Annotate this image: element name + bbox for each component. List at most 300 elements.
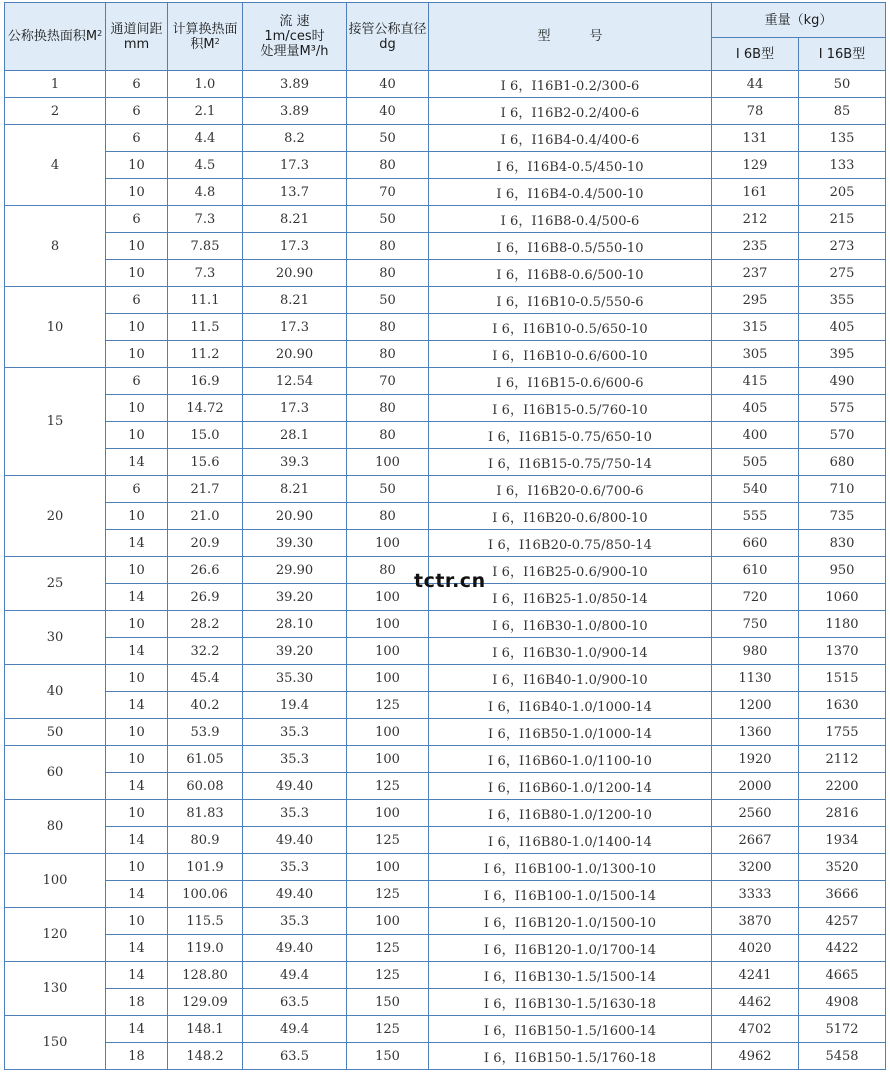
cell-weight-16b: 273: [799, 233, 886, 260]
table-row: [5, 476, 886, 503]
cell-calc-area: 11.1: [168, 287, 243, 314]
cell-channel-gap: 10: [106, 503, 168, 530]
cell-flow: 8.21: [243, 287, 347, 314]
cell-weight-6b: 212: [712, 206, 799, 233]
cell-pipe-dia: 100: [347, 746, 429, 773]
cell-model: Ⅰ 6，Ⅰ16B20-0.6/800-10: [429, 503, 712, 530]
cell-model: Ⅰ 6，Ⅰ16B8-0.5/550-10: [429, 233, 712, 260]
header-flow: 流 速 1m/ces时 处理量M³/h: [243, 3, 347, 71]
table-row: [5, 881, 886, 908]
cell-channel-gap: 10: [106, 422, 168, 449]
header-nominal-area: 公称换热面积$M^2$: [5, 3, 106, 71]
cell-model: Ⅰ 6，Ⅰ16B30-1.0/800-10: [429, 611, 712, 638]
cell-flow: 39.30: [243, 530, 347, 557]
table-row: [5, 611, 886, 638]
cell-calc-area: 1.0: [168, 71, 243, 98]
cell-model: Ⅰ 6，Ⅰ16B80-1.0/1200-10: [429, 800, 712, 827]
cell-flow: 49.40: [243, 773, 347, 800]
cell-flow: 35.3: [243, 800, 347, 827]
cell-pipe-dia: 80: [347, 152, 429, 179]
table-row: [5, 71, 886, 98]
cell-weight-16b: 2112: [799, 746, 886, 773]
table-row: [5, 260, 886, 287]
cell-pipe-dia: 50: [347, 476, 429, 503]
cell-pipe-dia: 125: [347, 692, 429, 719]
cell-weight-6b: 3333: [712, 881, 799, 908]
cell-flow: 17.3: [243, 152, 347, 179]
table-row: [5, 287, 886, 314]
cell-weight-6b: 78: [712, 98, 799, 125]
cell-nominal-area: 120: [5, 908, 106, 962]
cell-weight-6b: 610: [712, 557, 799, 584]
cell-channel-gap: 18: [106, 1043, 168, 1070]
cell-weight-16b: 4665: [799, 962, 886, 989]
cell-flow: 63.5: [243, 1043, 347, 1070]
cell-model: Ⅰ 6，Ⅰ16B1-0.2/300-6: [429, 71, 712, 98]
cell-model: Ⅰ 6，Ⅰ16B25-0.6/900-10: [429, 557, 712, 584]
cell-channel-gap: 14: [106, 584, 168, 611]
cell-weight-6b: 2000: [712, 773, 799, 800]
table-row: [5, 314, 886, 341]
cell-calc-area: 28.2: [168, 611, 243, 638]
cell-nominal-area: 40: [5, 665, 106, 719]
cell-weight-6b: 235: [712, 233, 799, 260]
table-row: [5, 1043, 886, 1070]
cell-channel-gap: 6: [106, 71, 168, 98]
table-row: [5, 665, 886, 692]
cell-channel-gap: 10: [106, 908, 168, 935]
cell-model: Ⅰ 6，Ⅰ16B40-1.0/900-10: [429, 665, 712, 692]
cell-pipe-dia: 80: [347, 233, 429, 260]
cell-flow: 63.5: [243, 989, 347, 1016]
cell-model: Ⅰ 6，Ⅰ16B150-1.5/1760-18: [429, 1043, 712, 1070]
cell-flow: 13.7: [243, 179, 347, 206]
cell-flow: 49.40: [243, 935, 347, 962]
cell-weight-6b: 540: [712, 476, 799, 503]
cell-model: Ⅰ 6，Ⅰ16B30-1.0/900-14: [429, 638, 712, 665]
cell-calc-area: 7.3: [168, 260, 243, 287]
cell-channel-gap: 14: [106, 692, 168, 719]
cell-calc-area: 16.9: [168, 368, 243, 395]
cell-calc-area: 81.83: [168, 800, 243, 827]
cell-channel-gap: 14: [106, 881, 168, 908]
cell-nominal-area: 10: [5, 287, 106, 368]
table-row: [5, 503, 886, 530]
table-row: [5, 908, 886, 935]
cell-weight-16b: 4908: [799, 989, 886, 1016]
cell-flow: 8.2: [243, 125, 347, 152]
cell-channel-gap: 6: [106, 206, 168, 233]
cell-pipe-dia: 70: [347, 179, 429, 206]
cell-weight-16b: 2200: [799, 773, 886, 800]
table-row: [5, 638, 886, 665]
cell-model: Ⅰ 6，Ⅰ16B130-1.5/1630-18: [429, 989, 712, 1016]
table-row: [5, 152, 886, 179]
cell-model: Ⅰ 6，Ⅰ16B60-1.0/1100-10: [429, 746, 712, 773]
cell-weight-6b: 2667: [712, 827, 799, 854]
cell-weight-16b: 133: [799, 152, 886, 179]
cell-channel-gap: 14: [106, 935, 168, 962]
cell-pipe-dia: 100: [347, 665, 429, 692]
cell-weight-6b: 2560: [712, 800, 799, 827]
cell-channel-gap: 18: [106, 989, 168, 1016]
cell-weight-16b: 85: [799, 98, 886, 125]
cell-nominal-area: 15: [5, 368, 106, 476]
cell-channel-gap: 10: [106, 800, 168, 827]
cell-flow: 35.3: [243, 908, 347, 935]
cell-calc-area: 21.0: [168, 503, 243, 530]
cell-nominal-area: 100: [5, 854, 106, 908]
cell-channel-gap: 6: [106, 125, 168, 152]
cell-model: Ⅰ 6，Ⅰ16B120-1.0/1500-10: [429, 908, 712, 935]
cell-model: Ⅰ 6，Ⅰ16B80-1.0/1400-14: [429, 827, 712, 854]
table-row: [5, 233, 886, 260]
cell-nominal-area: 30: [5, 611, 106, 665]
cell-model: Ⅰ 6，Ⅰ16B15-0.75/750-14: [429, 449, 712, 476]
cell-flow: 49.4: [243, 962, 347, 989]
header-weight: 重量（kg）: [712, 3, 886, 38]
cell-flow: 35.3: [243, 854, 347, 881]
cell-channel-gap: 6: [106, 287, 168, 314]
cell-channel-gap: 10: [106, 314, 168, 341]
cell-pipe-dia: 40: [347, 71, 429, 98]
cell-weight-16b: 1630: [799, 692, 886, 719]
cell-model: Ⅰ 6，Ⅰ16B40-1.0/1000-14: [429, 692, 712, 719]
table-row: [5, 395, 886, 422]
spec-table: [4, 2, 886, 1070]
cell-weight-16b: 3666: [799, 881, 886, 908]
cell-weight-16b: 135: [799, 125, 886, 152]
cell-model: Ⅰ 6，Ⅰ16B4-0.4/500-10: [429, 179, 712, 206]
cell-weight-16b: 3520: [799, 854, 886, 881]
table-row: [5, 206, 886, 233]
table-row: [5, 719, 886, 746]
watermark: tctr.cn: [414, 570, 486, 592]
cell-model: Ⅰ 6，Ⅰ16B60-1.0/1200-14: [429, 773, 712, 800]
cell-weight-6b: 400: [712, 422, 799, 449]
cell-weight-6b: 415: [712, 368, 799, 395]
cell-weight-16b: 405: [799, 314, 886, 341]
cell-nominal-area: 25: [5, 557, 106, 611]
cell-weight-6b: 129: [712, 152, 799, 179]
cell-weight-6b: 295: [712, 287, 799, 314]
table-row: [5, 98, 886, 125]
cell-pipe-dia: 50: [347, 125, 429, 152]
cell-pipe-dia: 80: [347, 260, 429, 287]
cell-pipe-dia: 125: [347, 881, 429, 908]
cell-pipe-dia: 80: [347, 395, 429, 422]
cell-flow: 39.20: [243, 584, 347, 611]
cell-channel-gap: 14: [106, 638, 168, 665]
cell-calc-area: 101.9: [168, 854, 243, 881]
cell-model: Ⅰ 6，Ⅰ16B15-0.75/650-10: [429, 422, 712, 449]
cell-model: Ⅰ 6，Ⅰ16B100-1.0/1300-10: [429, 854, 712, 881]
cell-flow: 8.21: [243, 206, 347, 233]
cell-nominal-area: 130: [5, 962, 106, 1016]
cell-nominal-area: 2: [5, 98, 106, 125]
cell-pipe-dia: 40: [347, 98, 429, 125]
cell-nominal-area: 150: [5, 1016, 106, 1070]
cell-weight-6b: 750: [712, 611, 799, 638]
cell-weight-6b: 505: [712, 449, 799, 476]
table-header: [5, 3, 886, 71]
cell-pipe-dia: 125: [347, 773, 429, 800]
cell-weight-6b: 4702: [712, 1016, 799, 1043]
cell-weight-16b: 355: [799, 287, 886, 314]
cell-weight-6b: 405: [712, 395, 799, 422]
header-weight-16b: Ⅰ 16B型: [799, 38, 886, 71]
cell-calc-area: 11.2: [168, 341, 243, 368]
cell-weight-16b: 395: [799, 341, 886, 368]
cell-pipe-dia: 50: [347, 287, 429, 314]
cell-weight-6b: 1920: [712, 746, 799, 773]
cell-flow: 28.10: [243, 611, 347, 638]
cell-nominal-area: 50: [5, 719, 106, 746]
cell-calc-area: 53.9: [168, 719, 243, 746]
cell-flow: 8.21: [243, 476, 347, 503]
cell-weight-6b: 315: [712, 314, 799, 341]
cell-flow: 20.90: [243, 260, 347, 287]
cell-flow: 17.3: [243, 314, 347, 341]
cell-pipe-dia: 80: [347, 314, 429, 341]
cell-channel-gap: 10: [106, 395, 168, 422]
cell-model: Ⅰ 6，Ⅰ16B120-1.0/1700-14: [429, 935, 712, 962]
cell-model: Ⅰ 6，Ⅰ16B100-1.0/1500-14: [429, 881, 712, 908]
cell-flow: 49.40: [243, 827, 347, 854]
cell-channel-gap: 14: [106, 773, 168, 800]
cell-calc-area: 45.4: [168, 665, 243, 692]
cell-calc-area: 26.9: [168, 584, 243, 611]
cell-nominal-area: 60: [5, 746, 106, 800]
cell-pipe-dia: 100: [347, 800, 429, 827]
cell-model: Ⅰ 6，Ⅰ16B25-1.0/850-14: [429, 584, 712, 611]
cell-flow: 49.4: [243, 1016, 347, 1043]
table-row: [5, 530, 886, 557]
cell-calc-area: 129.09: [168, 989, 243, 1016]
header-pipe-dia: 接管公称直径dg: [347, 3, 429, 71]
table-row: [5, 800, 886, 827]
cell-flow: 20.90: [243, 341, 347, 368]
cell-model: Ⅰ 6，Ⅰ16B10-0.5/550-6: [429, 287, 712, 314]
cell-pipe-dia: 50: [347, 206, 429, 233]
cell-channel-gap: 6: [106, 368, 168, 395]
cell-channel-gap: 10: [106, 341, 168, 368]
cell-nominal-area: 80: [5, 800, 106, 854]
cell-model: Ⅰ 6，Ⅰ16B10-0.6/600-10: [429, 341, 712, 368]
cell-model: Ⅰ 6，Ⅰ16B15-0.6/600-6: [429, 368, 712, 395]
cell-weight-6b: 720: [712, 584, 799, 611]
cell-weight-16b: 1370: [799, 638, 886, 665]
cell-calc-area: 4.5: [168, 152, 243, 179]
cell-weight-6b: 555: [712, 503, 799, 530]
cell-flow: 28.1: [243, 422, 347, 449]
table-row: [5, 962, 886, 989]
cell-flow: 12.54: [243, 368, 347, 395]
cell-weight-16b: 680: [799, 449, 886, 476]
cell-channel-gap: 10: [106, 746, 168, 773]
cell-channel-gap: 10: [106, 179, 168, 206]
cell-model: Ⅰ 6，Ⅰ16B150-1.5/1600-14: [429, 1016, 712, 1043]
cell-weight-16b: 950: [799, 557, 886, 584]
cell-model: Ⅰ 6，Ⅰ16B20-0.6/700-6: [429, 476, 712, 503]
cell-channel-gap: 10: [106, 233, 168, 260]
cell-calc-area: 32.2: [168, 638, 243, 665]
table-row: [5, 179, 886, 206]
cell-model: Ⅰ 6，Ⅰ16B4-0.5/450-10: [429, 152, 712, 179]
table-row: [5, 341, 886, 368]
cell-weight-16b: 735: [799, 503, 886, 530]
cell-weight-16b: 490: [799, 368, 886, 395]
cell-channel-gap: 10: [106, 611, 168, 638]
cell-flow: 20.90: [243, 503, 347, 530]
cell-pipe-dia: 125: [347, 935, 429, 962]
cell-pipe-dia: 80: [347, 503, 429, 530]
cell-pipe-dia: 100: [347, 530, 429, 557]
cell-weight-6b: 1200: [712, 692, 799, 719]
cell-pipe-dia: 70: [347, 368, 429, 395]
cell-calc-area: 14.72: [168, 395, 243, 422]
cell-model: Ⅰ 6，Ⅰ16B20-0.75/850-14: [429, 530, 712, 557]
cell-flow: 19.4: [243, 692, 347, 719]
table-row: [5, 989, 886, 1016]
table-row: [5, 773, 886, 800]
table-row: [5, 692, 886, 719]
cell-pipe-dia: 100: [347, 611, 429, 638]
cell-weight-6b: 1360: [712, 719, 799, 746]
cell-calc-area: 40.2: [168, 692, 243, 719]
table-row: [5, 449, 886, 476]
table-row: [5, 125, 886, 152]
cell-weight-6b: 1130: [712, 665, 799, 692]
cell-pipe-dia: 100: [347, 584, 429, 611]
cell-weight-6b: 237: [712, 260, 799, 287]
cell-pipe-dia: 80: [347, 422, 429, 449]
header-calc-area: 计算换热面积$M^2$: [168, 3, 243, 71]
table-row: [5, 854, 886, 881]
cell-calc-area: 60.08: [168, 773, 243, 800]
cell-flow: 35.30: [243, 665, 347, 692]
cell-channel-gap: 14: [106, 962, 168, 989]
cell-flow: 35.3: [243, 719, 347, 746]
cell-weight-6b: 3200: [712, 854, 799, 881]
cell-calc-area: 61.05: [168, 746, 243, 773]
cell-channel-gap: 14: [106, 1016, 168, 1043]
cell-weight-16b: 5458: [799, 1043, 886, 1070]
cell-calc-area: 80.9: [168, 827, 243, 854]
cell-pipe-dia: 125: [347, 962, 429, 989]
header-weight-6b: Ⅰ 6B型: [712, 38, 799, 71]
cell-flow: 17.3: [243, 395, 347, 422]
header-channel-gap: 通道间距mm: [106, 3, 168, 71]
cell-weight-6b: 3870: [712, 908, 799, 935]
cell-calc-area: 2.1: [168, 98, 243, 125]
cell-pipe-dia: 150: [347, 1043, 429, 1070]
cell-pipe-dia: 100: [347, 638, 429, 665]
cell-weight-6b: 161: [712, 179, 799, 206]
cell-calc-area: 4.4: [168, 125, 243, 152]
cell-calc-area: 20.9: [168, 530, 243, 557]
cell-channel-gap: 6: [106, 476, 168, 503]
cell-weight-16b: 710: [799, 476, 886, 503]
cell-flow: 39.3: [243, 449, 347, 476]
cell-calc-area: 115.5: [168, 908, 243, 935]
cell-nominal-area: 8: [5, 206, 106, 287]
cell-weight-16b: 215: [799, 206, 886, 233]
cell-channel-gap: 14: [106, 827, 168, 854]
cell-pipe-dia: 100: [347, 719, 429, 746]
header-model: 型 号: [429, 3, 712, 71]
cell-calc-area: 11.5: [168, 314, 243, 341]
cell-model: Ⅰ 6，Ⅰ16B10-0.5/650-10: [429, 314, 712, 341]
cell-flow: 29.90: [243, 557, 347, 584]
cell-weight-16b: 575: [799, 395, 886, 422]
cell-weight-16b: 1755: [799, 719, 886, 746]
cell-channel-gap: 10: [106, 719, 168, 746]
cell-weight-6b: 4462: [712, 989, 799, 1016]
cell-calc-area: 148.1: [168, 1016, 243, 1043]
cell-channel-gap: 10: [106, 557, 168, 584]
cell-weight-16b: 570: [799, 422, 886, 449]
cell-weight-6b: 131: [712, 125, 799, 152]
cell-model: Ⅰ 6，Ⅰ16B8-0.4/500-6: [429, 206, 712, 233]
cell-weight-16b: 205: [799, 179, 886, 206]
cell-channel-gap: 10: [106, 152, 168, 179]
cell-channel-gap: 10: [106, 260, 168, 287]
cell-weight-6b: 4962: [712, 1043, 799, 1070]
cell-pipe-dia: 80: [347, 341, 429, 368]
cell-flow: 49.40: [243, 881, 347, 908]
cell-weight-6b: 4020: [712, 935, 799, 962]
cell-pipe-dia: 100: [347, 854, 429, 881]
table-row: [5, 827, 886, 854]
cell-weight-16b: 4422: [799, 935, 886, 962]
table-row: [5, 422, 886, 449]
cell-weight-16b: 1180: [799, 611, 886, 638]
cell-weight-6b: 44: [712, 71, 799, 98]
cell-model: Ⅰ 6，Ⅰ16B15-0.5/760-10: [429, 395, 712, 422]
cell-model: Ⅰ 6，Ⅰ16B50-1.0/1000-14: [429, 719, 712, 746]
cell-calc-area: 128.80: [168, 962, 243, 989]
cell-calc-area: 100.06: [168, 881, 243, 908]
cell-flow: 3.89: [243, 98, 347, 125]
cell-channel-gap: 10: [106, 854, 168, 881]
cell-flow: 35.3: [243, 746, 347, 773]
cell-weight-16b: 2816: [799, 800, 886, 827]
cell-model: Ⅰ 6，Ⅰ16B8-0.6/500-10: [429, 260, 712, 287]
cell-weight-16b: 1515: [799, 665, 886, 692]
cell-flow: 3.89: [243, 71, 347, 98]
cell-weight-16b: 1934: [799, 827, 886, 854]
cell-channel-gap: 14: [106, 530, 168, 557]
cell-weight-6b: 305: [712, 341, 799, 368]
cell-pipe-dia: 100: [347, 449, 429, 476]
cell-calc-area: 148.2: [168, 1043, 243, 1070]
table-row: [5, 368, 886, 395]
cell-calc-area: 26.6: [168, 557, 243, 584]
cell-channel-gap: 10: [106, 665, 168, 692]
cell-calc-area: 7.85: [168, 233, 243, 260]
cell-weight-16b: 5172: [799, 1016, 886, 1043]
cell-weight-16b: 830: [799, 530, 886, 557]
cell-calc-area: 7.3: [168, 206, 243, 233]
cell-model: Ⅰ 6，Ⅰ16B130-1.5/1500-14: [429, 962, 712, 989]
cell-calc-area: 15.0: [168, 422, 243, 449]
cell-weight-16b: 1060: [799, 584, 886, 611]
cell-weight-16b: 50: [799, 71, 886, 98]
cell-pipe-dia: 80: [347, 557, 429, 584]
cell-flow: 17.3: [243, 233, 347, 260]
cell-nominal-area: 1: [5, 71, 106, 98]
